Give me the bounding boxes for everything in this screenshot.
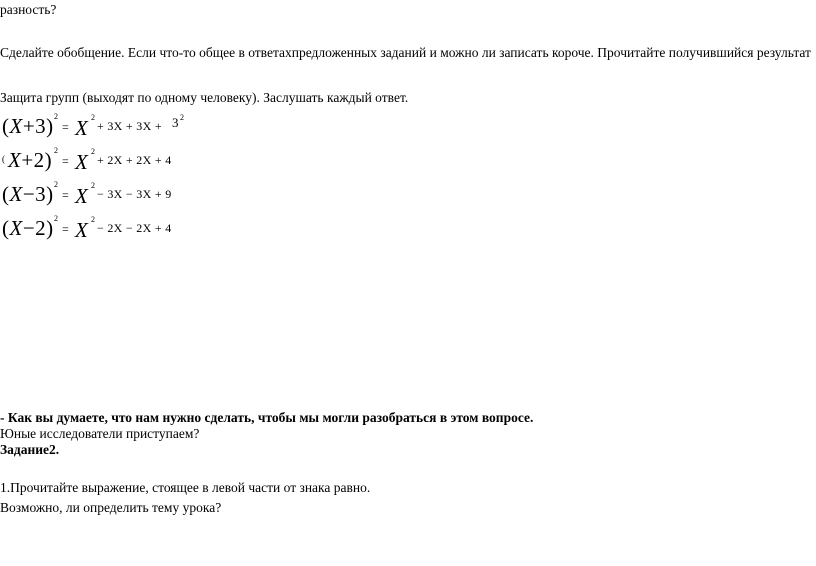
equation-3-equals: = [62, 188, 69, 202]
equation-2-equals: = [62, 154, 69, 168]
equation-3-lhs-exponent: 2 [54, 180, 58, 189]
equation-3-rhs-exponent: 2 [91, 181, 95, 190]
equation-3-rhs-var: X [75, 184, 88, 208]
equation-2-small-paren: ( [2, 154, 5, 164]
question-bold: - Как вы думаете, что нам нужно сделать, чтобы мы могли разобраться в этом вопросе. [0, 410, 534, 425]
equation-1-tail-number: 3 [172, 115, 179, 130]
text-read-expression: 1.Прочитайте выражение, стоящее в левой части от знака равно. [0, 480, 371, 495]
text-generalize: Сделайте обобщение. Если что-то общее в ответахпредложенных заданий и можно ли записать короче. Прочитайте получившийся результат [0, 45, 811, 60]
equation-1-tail-exponent: 2 [180, 113, 184, 122]
text-groups: Защита групп (выходят по одному человеку). Заслушать каждый ответ. [0, 90, 409, 105]
equation-3-rhs: − 3X − 3X + 9 [97, 187, 172, 201]
equation-1-rhs-var: X [75, 116, 88, 140]
equation-4-equals: = [62, 222, 69, 236]
equation-4-rhs-var: X [75, 218, 88, 242]
equation-2-rhs-exponent: 2 [91, 147, 95, 156]
text-top: разность? [0, 2, 57, 17]
equation-1-equals: = [62, 120, 69, 134]
equation-1-lhs: (X+3) [2, 114, 54, 138]
equation-3-lhs: (X−3) [2, 182, 54, 206]
equation-4-rhs: − 2X − 2X + 4 [97, 221, 172, 235]
equation-2-rhs-var: X [75, 150, 88, 174]
equation-4-rhs-exponent: 2 [91, 215, 95, 224]
equation-2-lhs-exponent: 2 [54, 146, 58, 155]
task-2-heading: Задание2. [0, 442, 60, 457]
equation-4-lhs-exponent: 2 [54, 214, 58, 223]
equation-1-lhs-exponent: 2 [54, 112, 58, 121]
text-topic: Возможно, ли определить тему урока? [0, 500, 222, 515]
equation-2-rhs: + 2X + 2X + 4 [97, 153, 172, 167]
equation-1-rhs: + 3X + 3X + [97, 119, 162, 133]
equation-1-rhs-exponent: 2 [91, 113, 95, 122]
text-researchers: Юные исследователи приступаем? [0, 426, 200, 441]
equation-4-lhs: (X−2) [2, 216, 54, 240]
equation-2-lhs: X+2) [8, 148, 53, 172]
